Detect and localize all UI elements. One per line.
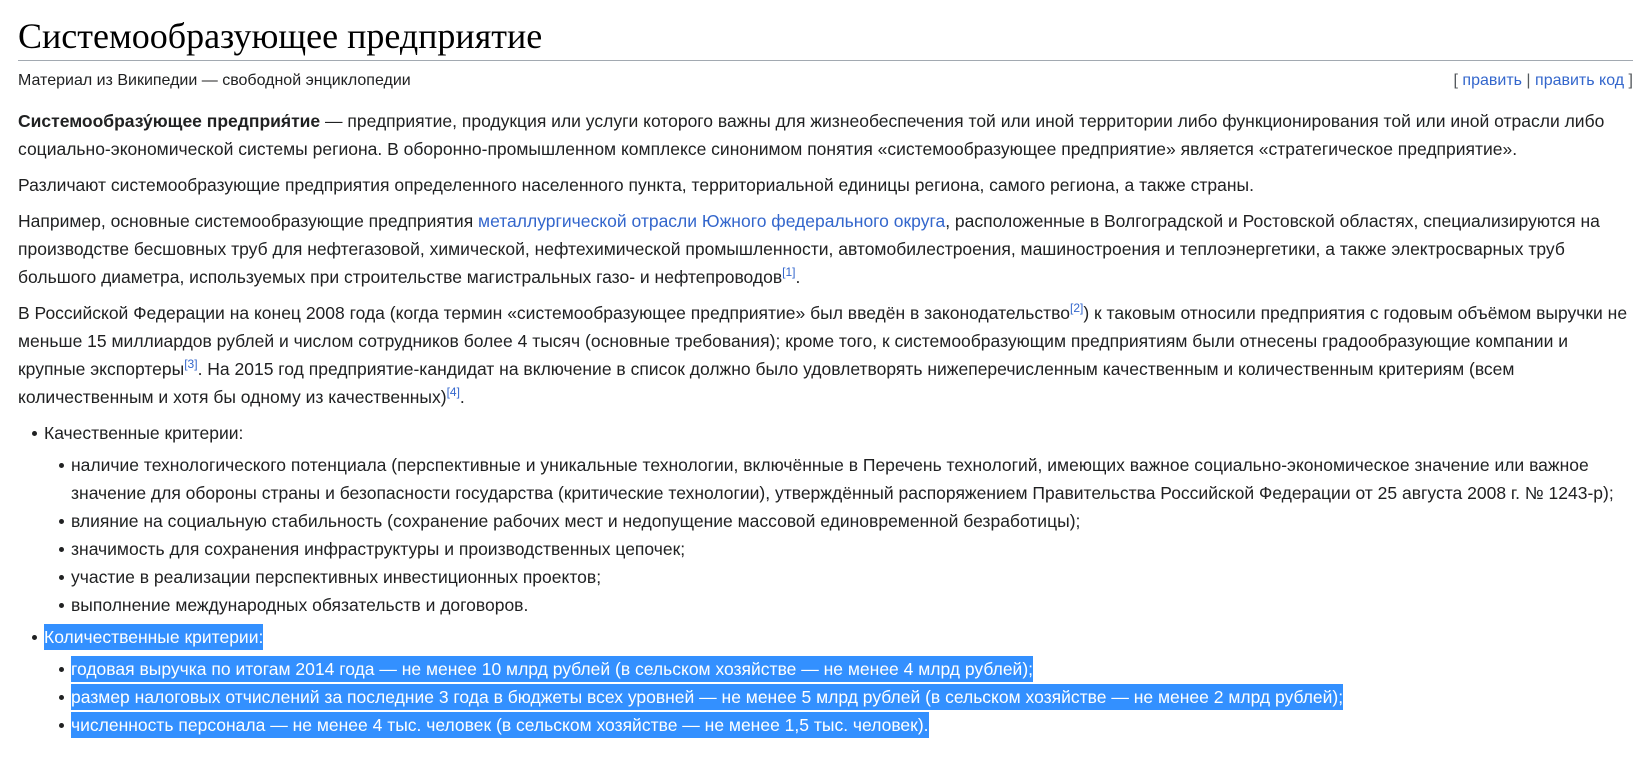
selected-text: размер налоговых отчислений за последние 3 года в бюджеты всех уровней — не менее 5 млрд рублей (в сельском хозяйстве — не менее 2 млрд рублей); [71,684,1343,710]
list-item [71,655,1633,683]
russia-text-c: . На 2015 год предприятие-кандидат на включение в список должно было удовлетворять нижеперечисленным качественным и количественным критериям (всем количественным и хотя бы одному из качественных) [18,359,1515,407]
term-bold: Системообразу́ющее предприя́тие [18,111,321,131]
russia-end: . [459,387,465,407]
edit-open-bracket: [ [1453,72,1463,89]
russia-text-a: В Российской Федерации на конец 2008 года (когда термин «системообразующее предприятие» был введён в законодательство [18,303,1070,323]
criteria-list [18,419,1633,739]
edit-link[interactable]: править [1462,72,1522,89]
example-end: . [795,267,801,287]
selected-text: годовая выручка по итогам 2014 года — не менее 10 млрд рублей (в сельском хозяйстве — не менее 4 млрд рублей); [71,656,1033,682]
list-item [71,711,1633,739]
reference-2[interactable]: [2] [1069,301,1084,316]
paragraph-types: Различают системообразующие предприятия определенного населенного пункта, территориальной единицы региона, самого региона, а также страны. [18,175,1254,195]
list-item: наличие технологического потенциала (перспективные и уникальные технологии, включённые в Перечень технологий, имеющих важное социально-экономическое значение или важное значение для обороны страны и безопасности государства (критические технологии), утверждённый распоряжением Правительства Российской Федерации от 25 августа 2008 г. № 1243-р); [71,451,1633,507]
list-item: значимость для сохранения инфраструктуры и производственных цепочек; [71,535,1633,563]
list-item [71,683,1633,711]
reference-1[interactable]: [1] [782,265,796,280]
quantitative-sublist [44,655,1633,739]
link-metallurgy[interactable]: металлургической отрасли [478,211,698,231]
reference-3[interactable]: [3] [184,357,198,372]
paragraph-russia [18,299,1633,411]
example-text-start: Например, основные системообразующие предприятия [18,211,479,231]
list-item: влияние на социальную стабильность (сохранение рабочих мест и недопущение массовой единовременной безработицы); [71,507,1633,535]
reference-4[interactable]: [4] [446,385,460,400]
russia-text-b: ) к таковым относили предприятия с годовым объёмом выручки не меньше 15 миллиардов рублей и числом сотрудников более 4 тысяч (основные требования); кроме того, к системообразующим предприятиям были отнесены градообразующие компании и крупные экспортеры [18,303,1628,379]
quantitative-label: Количественные критерии: [44,624,263,650]
list-item-quantitative [44,623,1633,739]
list-item: выполнение международных обязательств и договоров. [71,591,1633,619]
paragraph-example [18,207,1633,291]
tagline: Материал из Википедии — свободной энциклопедии [18,72,411,89]
example-text-rest: , расположенные в Волгоградской и Ростовской областях, специализируются на производстве бесшовных труб для нефтегазовой, химической, нефтехимической промышленности, автомобилестроения, машиностроения и теплоэнергетики, а также электросварных труб большого диаметра, используемых при строительстве магистральных газо- и нефтепроводов [18,211,1600,287]
paragraph-intro [18,107,1633,163]
link-south-district[interactable]: Южного федерального округа [701,211,946,231]
subheading-row [18,69,1633,93]
page-title: Системообразующее предприятие [18,0,1633,61]
qualitative-sublist [44,451,1633,619]
edit-links [1454,69,1633,93]
selected-text: численность персонала — не менее 4 тыс. человек (в сельском хозяйстве — не менее 1,5 тыс. человек). [71,712,929,738]
list-item-qualitative [44,419,1633,619]
intro-text: — предприятие, продукция или услуги которого важны для жизнеобеспечения той или иной территории либо функционирования той или иной отрасли либо социально-экономической системы региона. В оборонно-промышленном комплексе синонимом понятия «системообразующее предприятие» является «стратегическое предприятие». [18,111,1605,159]
qualitative-label: Качественные критерии: [44,423,244,443]
edit-separator: | [1521,72,1536,89]
edit-source-link[interactable]: править код [1535,72,1625,89]
article-body [18,107,1633,739]
list-item: участие в реализации перспективных инвестиционных проектов; [71,563,1633,591]
edit-close-bracket: ] [1624,72,1633,89]
